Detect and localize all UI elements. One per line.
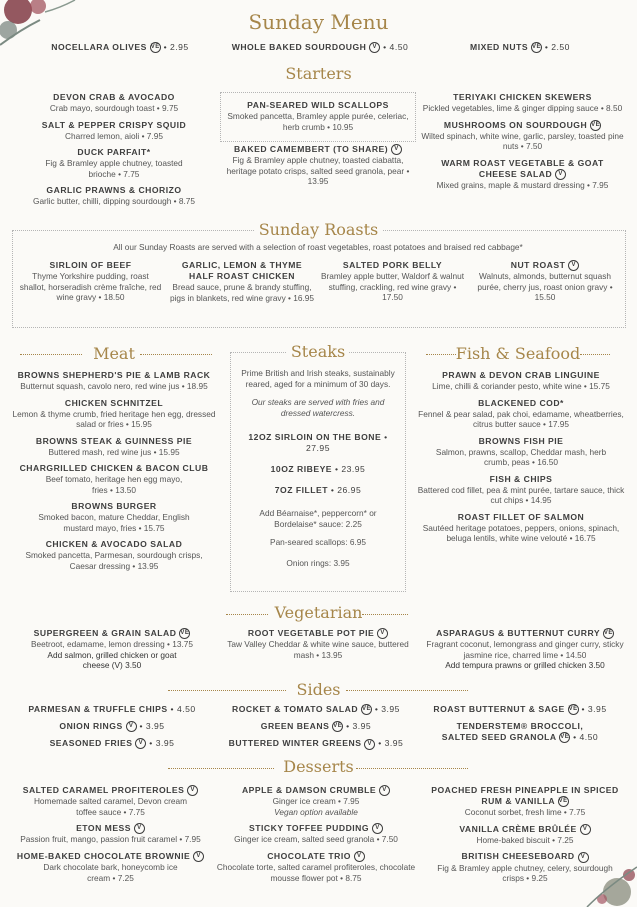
sides-column: ROCKET & TOMATO SALAD VE • 3.95 GREEN BEANS VE • 3.95 BUTTERED WINTER GREENS V • 3.95: [228, 704, 404, 749]
starters-right-column: TERIYAKI CHICKEN SKEWERS Pickled vegetables, lime & ginger dipping sauce • 8.50 MUSHROOMS ON SOURDOUGH VE Wilted spinach, white wine, garlic, parsley, toasted pine nuts • 7.50 WARM ROAST VEGETABLE & GOAT CHEESE SALAD V Mixed grains, maple & mustard dressing • 7.95: [421, 92, 624, 190]
desserts-heading: Desserts: [283, 757, 354, 776]
vegetarian-icon: V: [135, 738, 146, 749]
vegan-icon: VE: [590, 120, 601, 131]
desserts-column: APPLE & DAMSON CRUMBLE V Ginger ice cream • 7.95 Vegan option available STICKY TOFFEE PUDDING V Ginger ice cream, salted seed granola • 7.50 CHOCOLATE TRIO V Chocolate torte, salted caramel profiteroles, chocolate mousse flower pot • 8.75: [216, 785, 416, 883]
roast-item: GARLIC, LEMON & THYME HALF ROAST CHICKEN Bread sauce, prune & brandy stuffing, pigs in blankets, red wine gravy • 16.95: [169, 260, 315, 303]
vegetarian-icon: V: [369, 42, 380, 53]
vegetarian-icon: V: [187, 785, 198, 796]
vegetarian-item: ASPARAGUS & BUTTERNUT CURRY VE Fragrant coconut, lemongrass and ginger curry, sticky jasmine rice, charred lime • 14.50 Add tempura prawns or grilled chicken 3.50: [426, 628, 624, 671]
vegetarian-item: ROOT VEGETABLE POT PIE V Taw Valley Cheddar & white wine sauce, buttered mash • 13.95: [227, 628, 409, 660]
vegan-icon: VE: [531, 42, 542, 53]
starters-center-column: PAN-SEARED WILD SCALLOPS Smoked pancetta, Bramley apple purée, celeriac, herb crumb • 10.95 BAKED CAMEMBERT (TO SHARE) V Fig & Bramley apple chutney, toasted ciabatta, heritage potato crisps, salted seed granola, pear • 13.95: [226, 100, 410, 187]
vegetarian-heading: Vegetarian: [274, 603, 363, 622]
roasts-intro: All our Sunday Roasts are served with a selection of roast vegetables, roast potatoes and braised red cabbage*: [113, 242, 523, 252]
vegan-icon: VE: [361, 704, 372, 715]
vegetarian-icon: V: [391, 144, 402, 155]
fish-column: PRAWN & DEVON CRAB LINGUINE Lime, chilli & coriander pesto, white wine • 15.75 BLACKENED COD* Fennel & pear salad, pak choi, edamame, wheatberries, citrus butter sauce • 17.95 BROWNS FISH PIE Salmon, prawns, scallop, Cheddar mash, herb crumb, peas • 16.50 FISH & CHIPS Battered cod fillet, pea & mint purée, tartare sauce, thick cut chips • 14.95 ROAST FILLET OF SALMON Sautéed heritage potatoes, peppers, onions, spinach, beluga lentils, white wine velouté • 16.75: [417, 370, 625, 543]
vegetarian-icon: V: [372, 823, 383, 834]
vegan-icon: VE: [568, 704, 579, 715]
roast-item: SIRLOIN OF BEEF Thyme Yorkshire pudding, roast shallot, horseradish crème fraîche, red wine gravy • 18.50: [19, 260, 162, 302]
sides-heading: Sides: [296, 680, 341, 699]
vegan-icon: VE: [559, 732, 570, 743]
vegetarian-item: SUPERGREEN & GRAIN SALAD VE Beetroot, edamame, lemon dressing • 13.75 Add salmon, grilled chicken or goat cheese (V) 3.50: [30, 628, 194, 671]
sunday-roasts-heading: Sunday Roasts: [0, 220, 637, 239]
vegetarian-icon: V: [377, 628, 388, 639]
vegan-icon: VE: [558, 796, 569, 807]
sides-column: ROAST BUTTERNUT & SAGE VE • 3.95 TENDERSTEM® BROCCOLI, SALTED SEED GRANOLA VE • 4.50: [433, 704, 607, 743]
sides-column: PARMESAN & TRUFFLE CHIPS • 4.50 ONION RINGS V • 3.95 SEASONED FRIES V • 3.95: [28, 704, 196, 749]
vegetarian-icon: V: [364, 739, 375, 750]
vegan-icon: VE: [150, 42, 161, 53]
vegan-icon: VE: [179, 628, 190, 639]
steaks-heading: Steaks: [230, 342, 406, 361]
desserts-column: SALTED CARAMEL PROFITEROLES V Homemade salted caramel, Devon cream toffee sauce • 7.75 ETON MESS V Passion fruit, mango, passion fruit caramel • 7.95 HOME-BAKED CHOCOLATE BROWNIE V Dark chocolate bark, honeycomb ice cream • 7.25: [8, 785, 213, 889]
vegetarian-icon: V: [193, 851, 204, 862]
nibble-item: NOCELLARA OLIVES VE • 2.95: [51, 42, 189, 52]
starters-left-column: DEVON CRAB & AVOCADO Crab mayo, sourdough toast • 9.75 SALT & PEPPER CRISPY SQUID Charred lemon, aioli • 7.95 DUCK PARFAIT* Fig & Bramley apple chutney, toasted brioche • 7.75 GARLIC PRAWNS & CHORIZO Garlic butter, chilli, dipping sourdough • 8.75: [32, 92, 196, 206]
vegetarian-icon: V: [354, 851, 365, 862]
meat-heading: Meat: [93, 344, 135, 363]
vegetarian-icon: V: [134, 823, 145, 834]
fish-heading: Fish & Seafood: [455, 344, 581, 363]
vegetarian-icon: V: [379, 785, 390, 796]
steaks-column: Prime British and Irish steaks, sustainably reared, aged for a minimum of 30 days. Our steaks are served with fries and dressed watercress. 12OZ SIRLOIN ON THE BONE • 27.95 10OZ RIBEYE • 23.95 7OZ FILLET • 26.95 Add Béarnaise*, peppercorn* or Bordelaise* sauce: 2.25 Pan-seared scallops: 6.95 Onion rings: 3.95: [241, 368, 395, 568]
nibble-item: MIXED NUTS VE • 2.50: [470, 42, 570, 52]
nibble-item: WHOLE BAKED SOURDOUGH V • 4.50: [231, 42, 409, 52]
vegetarian-icon: V: [126, 721, 137, 732]
roast-item: SALTED PORK BELLY Bramley apple butter, Waldorf & walnut stuffing, crackling, red wine gravy • 17.50: [320, 260, 465, 302]
vegan-icon: VE: [332, 721, 343, 732]
starters-heading: Starters: [285, 64, 352, 83]
vegetarian-icon: V: [578, 852, 589, 863]
roast-item: NUT ROAST V Walnuts, almonds, butternut squash purée, cherry jus, roast onion gravy • 15.50: [477, 260, 613, 303]
vegetarian-icon: V: [568, 260, 579, 271]
meat-column: BROWNS SHEPHERD'S PIE & LAMB RACK Butternut squash, cavolo nero, red wine jus • 18.95 CHICKEN SCHNITZEL Lemon & thyme crumb, fried heritage hen egg, dressed salad or fries • 15.95 BROWNS STEAK & GUINNESS PIE Buttered mash, red wine jus • 15.95 CHARGRILLED CHICKEN & BACON CLUB Beef tomato, heritage hen egg mayo, fries • 13.50 BROWNS BURGER Smoked bacon, mature Cheddar, English mustard mayo, fries • 15.75 CHICKEN & AVOCADO SALAD Smoked pancetta, Parmesan, sourdough crisps, Caesar dressing • 13.95: [12, 370, 216, 571]
menu-title: Sunday Menu: [248, 10, 389, 34]
vegetarian-icon: V: [555, 169, 566, 180]
vegetarian-icon: V: [580, 824, 591, 835]
desserts-column: POACHED FRESH PINEAPPLE IN SPICED RUM & VANILLA VE Coconut sorbet, fresh lime • 7.75 VANILLA CRÈME BRÛLÉE V Home-baked biscuit • 7.25 BRITISH CHEESEBOARD V Fig & Bramley apple chutney, celery, sourdough crisps • 9.25: [431, 785, 619, 884]
vegan-icon: VE: [603, 628, 614, 639]
